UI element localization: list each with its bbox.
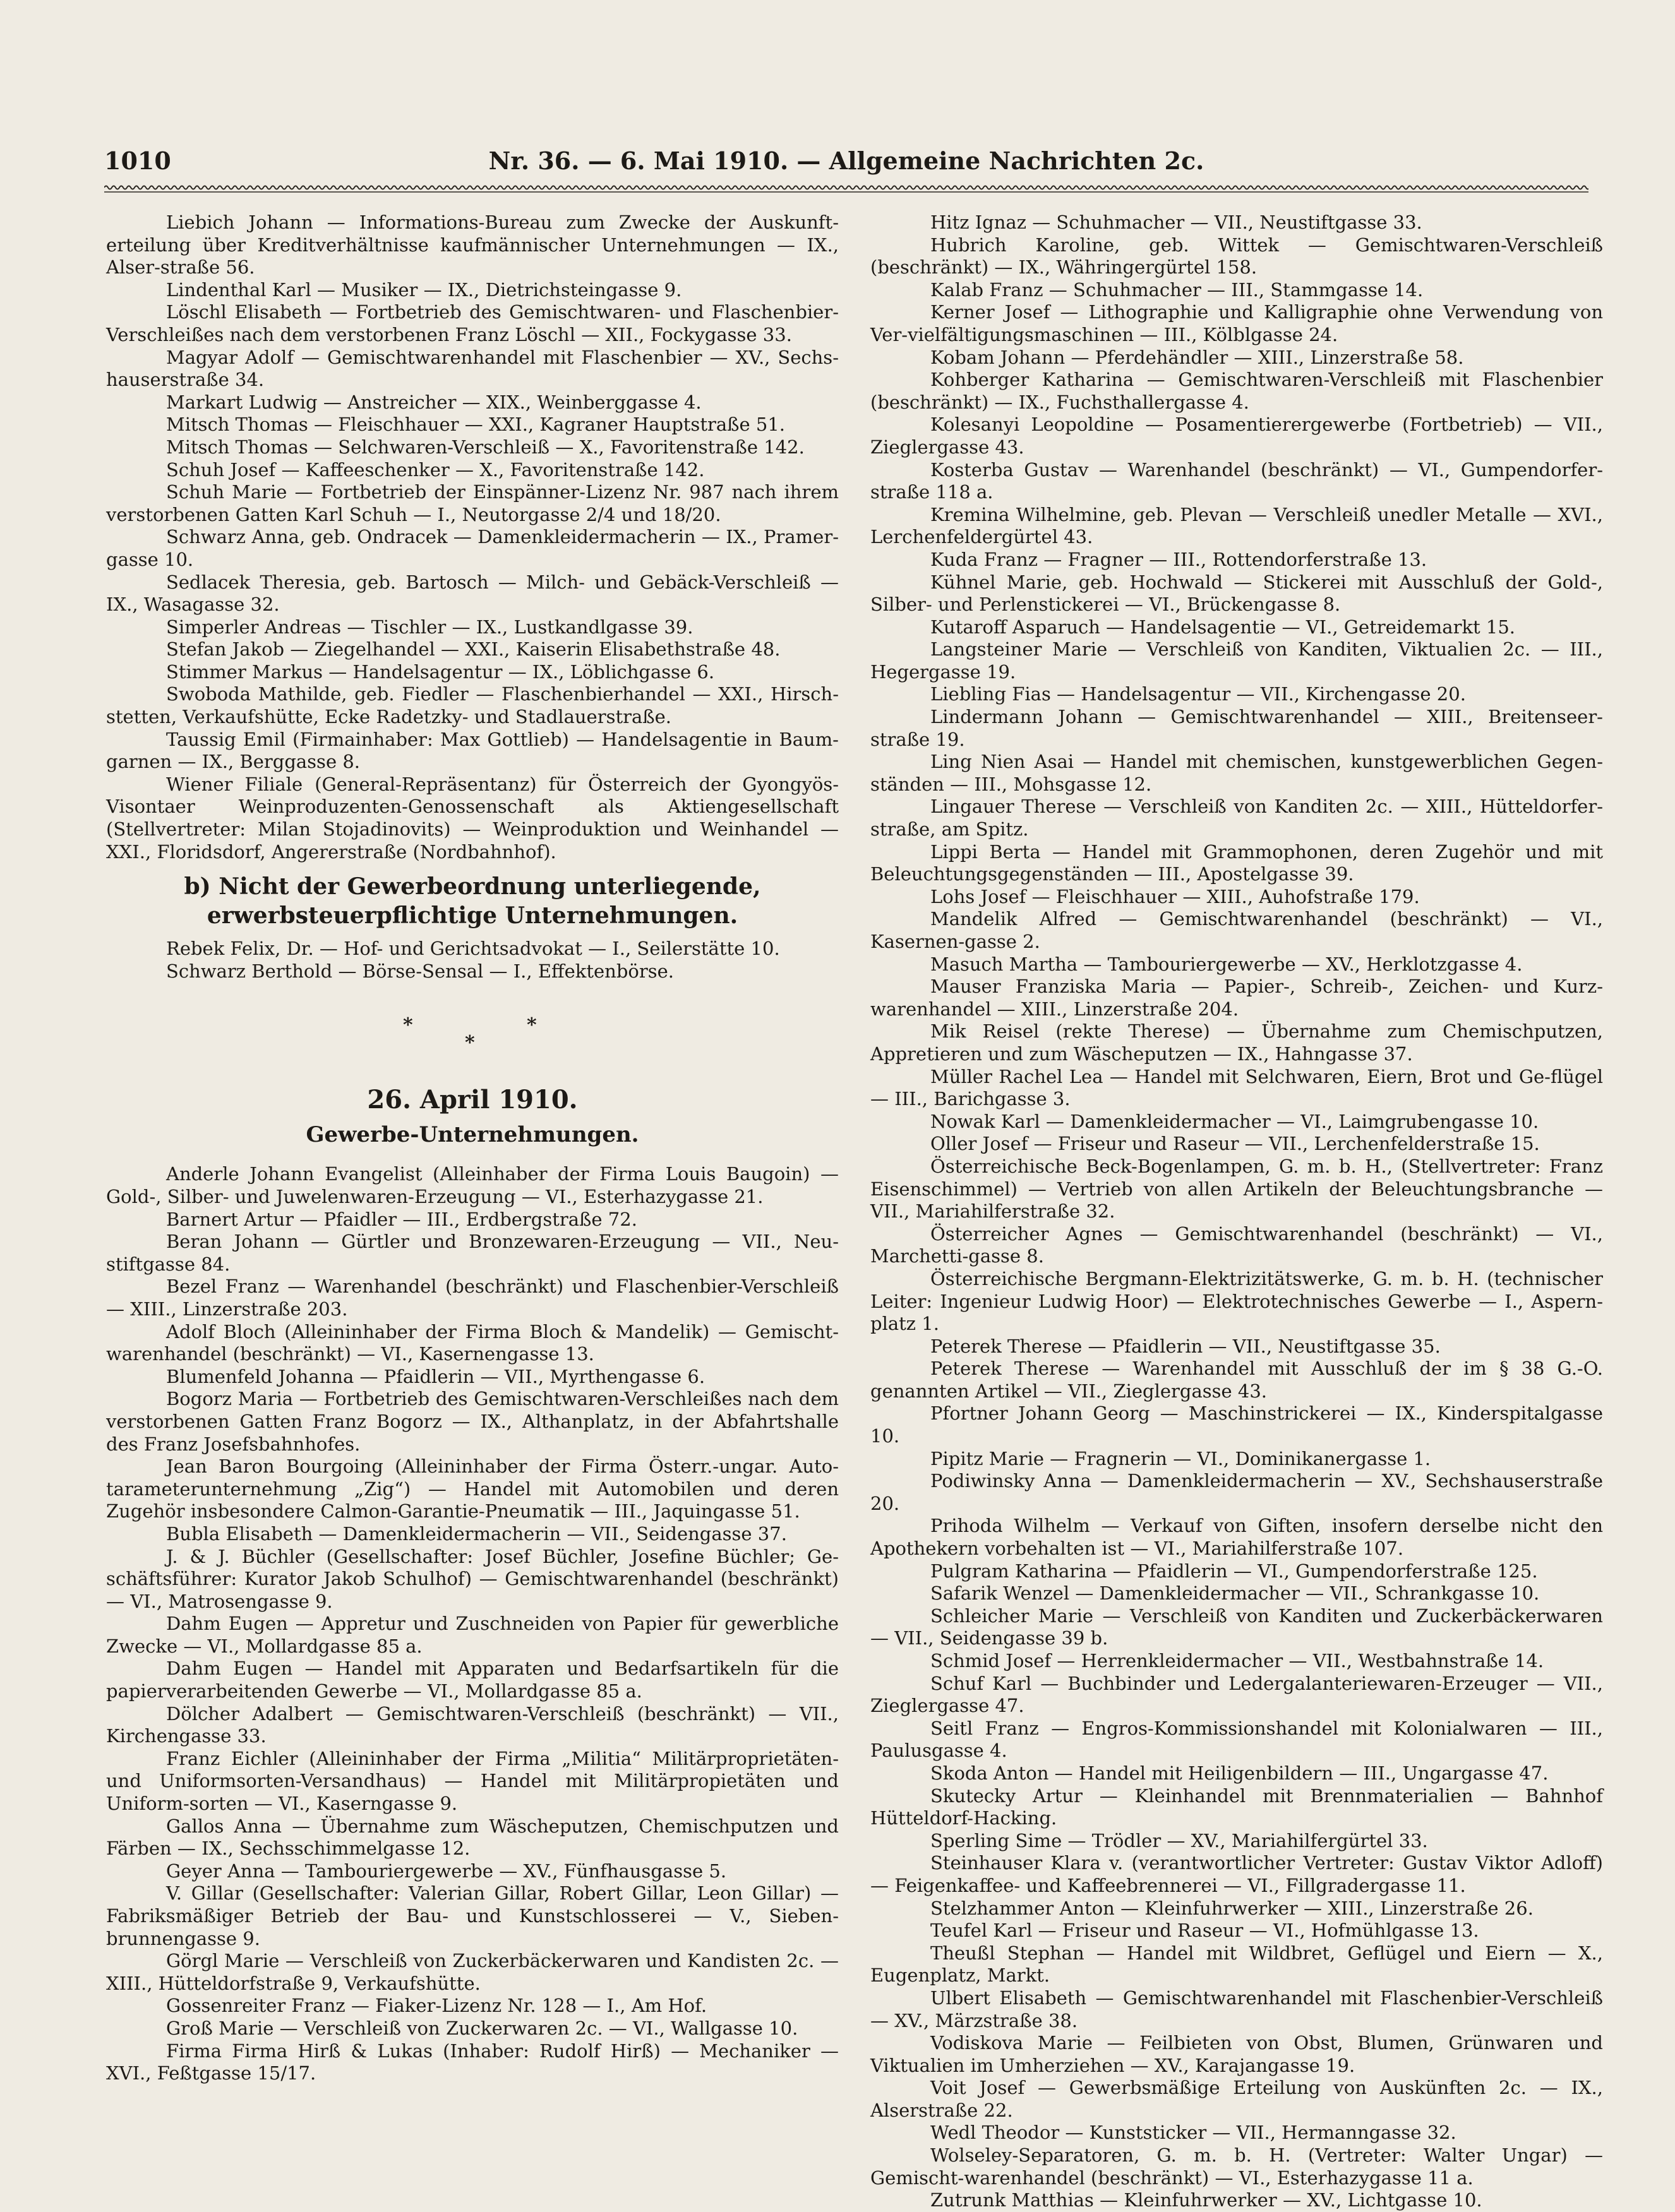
register-entry: Dahm Eugen — Appretur und Zuschneiden von Papier für gewerbliche Zwecke — VI., Mollardgasse 85 a. bbox=[106, 1613, 839, 1657]
register-entry: Teufel Karl — Friseur und Raseur — VI., Hofmühlgasse 13. bbox=[930, 1920, 1479, 1942]
register-entry: Safarik Wenzel — Damenkleidermacher — VII., Schrankgasse 10. bbox=[930, 1582, 1540, 1605]
register-entry: Lingauer Therese — Verschleiß von Kanditen 2c. — XIII., Hütteldorfer-straße, am Spitz. bbox=[870, 796, 1603, 840]
register-entry: Mauser Franziska Maria — Papier-, Schreib-, Zeichen- und Kurz-warenhandel — XIII., Linzerstraße 204. bbox=[870, 976, 1603, 1020]
register-entry: Dahm Eugen — Handel mit Apparaten und Bedarfsartikeln für die papierverarbeitenden Gewerbe — VI., Mollardgasse 85 a. bbox=[106, 1658, 839, 1702]
section-divider-stars bbox=[106, 1014, 839, 1058]
register-entry: Schwarz Anna, geb. Ondracek — Damenkleidermacherin — IX., Pramer-gasse 10. bbox=[106, 526, 839, 570]
register-entry: Vodiskova Marie — Feilbieten von Obst, Blumen, Grünwaren und Viktualien im Umherziehen — XV., Karajangasse 19. bbox=[870, 2032, 1603, 2076]
register-entry: Hitz Ignaz — Schuhmacher — VII., Neustiftgasse 33. bbox=[930, 212, 1422, 233]
register-entry: Rebek Felix, Dr. — Hof- und Gerichtsadvokat — I., Seilerstätte 10. bbox=[166, 938, 780, 960]
register-entry: Pulgram Katharina — Pfaidlerin — VI., Gumpendorferstraße 125. bbox=[930, 1560, 1538, 1582]
register-entry: Lippi Berta — Handel mit Grammophonen, deren Zugehör und mit Beleuchtungsgegenständen — III., Apostelgasse 39. bbox=[870, 840, 1603, 885]
register-entry: Blumenfeld Johanna — Pfaidlerin — VII., Myrthengasse 6. bbox=[166, 1365, 705, 1387]
register-entry: Stimmer Markus — Handelsagentur — IX., Löblichgasse 6. bbox=[166, 661, 715, 683]
register-entry: Firma Firma Hirß & Lukas (Inhaber: Rudolf Hirß) — Mechaniker — XVI., Feßtgasse 15/17. bbox=[106, 2040, 839, 2084]
register-entry: Görgl Marie — Verschleiß von Zuckerbäckerwaren und Kandisten 2c. — XIII., Hütteldorfstraße 9, Verkaufshütte. bbox=[106, 1950, 839, 1994]
register-entry: Oller Josef — Friseur und Raseur — VII., Lerchenfelderstraße 15. bbox=[930, 1133, 1540, 1155]
register-entry: Lindermann Johann — Gemischtwarenhandel — XIII., Breitenseer-straße 19. bbox=[870, 706, 1603, 750]
register-entry: Pipitz Marie — Fragnerin — VI., Dominikanergasse 1. bbox=[930, 1447, 1431, 1469]
register-entry: Gallos Anna — Übernahme zum Wäscheputzen, Chemischputzen und Färben — IX., Sechsschimmelgasse 12. bbox=[106, 1815, 839, 1860]
register-entry: Schuf Karl — Buchbinder und Ledergalanteriewaren-Erzeuger — VII., Zieglergasse 47. bbox=[870, 1672, 1603, 1717]
register-entry: Pfortner Johann Georg — Maschinstrickerei — IX., Kinderspitalgasse 10. bbox=[870, 1402, 1603, 1447]
register-entry: Markart Ludwig — Anstreicher — XIX., Weinberggasse 4. bbox=[166, 391, 702, 413]
sub-heading: Gewerbe-Unternehmungen. bbox=[306, 1122, 639, 1148]
register-entry: Ulbert Elisabeth — Gemischtwarenhandel mit Flaschenbier-Verschleiß — XV., Märzstraße 38. bbox=[870, 1987, 1603, 2031]
register-entry: Ling Nien Asai — Handel mit chemischen, kunstgewerblichen Gegen-ständen — III., Mohsgasse 12. bbox=[870, 751, 1603, 795]
page-number: 1010 bbox=[104, 146, 171, 175]
header-wavy-rule bbox=[104, 184, 1588, 193]
star-divider: * bbox=[527, 1014, 537, 1037]
register-entry: Groß Marie — Verschleiß von Zuckerwaren 2c. — VI., Wallgasse 10. bbox=[166, 2017, 798, 2039]
register-entry: Skutecky Artur — Kleinhandel mit Brennmaterialien — Bahnhof Hütteldorf-Hacking. bbox=[870, 1785, 1603, 1829]
register-entry: Podiwinsky Anna — Damenkleidermacherin — XV., Sechshauserstraße 20. bbox=[870, 1470, 1603, 1514]
register-entry: Löschl Elisabeth — Fortbetrieb des Gemischtwaren- und Flaschenbier-Verschleißes nach dem verstorbenen Franz Löschl — XII., Fockygasse 33. bbox=[106, 301, 839, 345]
entry-list-c bbox=[106, 1163, 839, 2084]
register-entry: Hubrich Karoline, geb. Wittek — Gemischtwaren-Verschleiß (beschränkt) — IX., Währingergürtel 158. bbox=[870, 234, 1603, 278]
register-entry: Liebling Fias — Handelsagentur — VII., Kirchengasse 20. bbox=[930, 683, 1466, 705]
register-entry: Schuh Marie — Fortbetrieb der Einspänner-Lizenz Nr. 987 nach ihrem verstorbenen Gatten Karl Schuh — I., Neutorgasse 2/4 und 18/20. bbox=[106, 481, 839, 525]
register-entry: Kuda Franz — Fragner — III., Rottendorferstraße 13. bbox=[930, 548, 1427, 570]
register-entry: Peterek Therese — Warenhandel mit Ausschluß der im § 38 G.-O. genannten Artikel — VII., Zieglergasse 43. bbox=[870, 1358, 1603, 1402]
register-entry: Schuh Josef — Kaffeeschenker — X., Favoritenstraße 142. bbox=[166, 458, 705, 481]
star-divider: * bbox=[403, 1014, 413, 1037]
left-column bbox=[106, 212, 839, 2085]
register-entry: Kutaroff Asparuch — Handelsagentie — VI., Getreidemarkt 15. bbox=[930, 616, 1516, 638]
register-entry: Kohberger Katharina — Gemischtwaren-Verschleiß mit Flaschenbier (beschränkt) — IX., Fuchsthallergasse 4. bbox=[870, 369, 1603, 413]
page-header bbox=[104, 146, 1588, 184]
register-entry: Österreicher Agnes — Gemischtwarenhandel (beschränkt) — VI., Marchetti-gasse 8. bbox=[870, 1223, 1603, 1267]
register-entry: Österreichische Bergmann-Elektrizitätswerke, G. m. b. H. (technischer Leiter: Ingenieur Ludwig Hoor) — Elektrotechnisches Gewerbe — I., Aspern-platz 1. bbox=[870, 1267, 1603, 1335]
register-entry: Bubla Elisabeth — Damenkleidermacherin — VII., Seidengasse 37. bbox=[166, 1522, 787, 1545]
register-entry: V. Gillar (Gesellschafter: Valerian Gillar, Robert Gillar, Leon Gillar) — Fabriksmäßiger Betrieb der Bau- und Kunstschlosserei — V., Sieben-brunnengasse 9. bbox=[106, 1882, 839, 1949]
register-entry: Kolesanyi Leopoldine — Posamentierergewerbe (Fortbetrieb) — VII., Zieglergasse 43. bbox=[870, 414, 1603, 458]
register-entry: Geyer Anna — Tambouriergewerbe — XV., Fünfhausgasse 5. bbox=[166, 1860, 727, 1882]
register-entry: Schwarz Berthold — Börse-Sensal — I., Effektenbörse. bbox=[166, 960, 674, 982]
register-entry: Theußl Stephan — Handel mit Wildbret, Geflügel und Eiern — X., Eugenplatz, Markt. bbox=[870, 1942, 1603, 1987]
section-b-heading: b) Nicht der Gewerbeordnung unterliegende, erwerbsteuerpflichtige Unternehmungen. bbox=[184, 873, 761, 930]
register-entry: Wiener Filiale (General-Repräsentanz) für Österreich der Gyongyös-Visontaer Weinproduzenten-Genossenschaft als Aktiengesellschaft (Stellvertreter: Milan Stojadinovits) — Weinproduktion und Weinhandel — XXI., Floridsdorf, Angererstraße (Nordbahnhof). bbox=[106, 773, 839, 863]
register-entry: Schmid Josef — Herrenkleidermacher — VII., Westbahnstraße 14. bbox=[930, 1650, 1544, 1671]
register-entry: Lohs Josef — Fleischhauer — XIII., Auhofstraße 179. bbox=[930, 885, 1420, 907]
register-entry: Stelzhammer Anton — Kleinfuhrwerker — XIII., Linzerstraße 26. bbox=[930, 1897, 1534, 1919]
register-entry: Skoda Anton — Handel mit Heiligenbildern — III., Ungargasse 47. bbox=[930, 1762, 1549, 1784]
register-entry: Beran Johann — Gürtler und Bronzewaren-Erzeugung — VII., Neu-stiftgasse 84. bbox=[106, 1231, 839, 1275]
register-entry: Kerner Josef — Lithographie und Kalligraphie ohne Verwendung von Ver-vielfältigungsmaschinen — III., Kölblgasse 24. bbox=[870, 301, 1603, 345]
register-entry: Masuch Martha — Tambouriergewerbe — XV., Herklotzgasse 4. bbox=[930, 953, 1523, 975]
register-entry: Mitsch Thomas — Fleischhauer — XXI., Kagraner Hauptstraße 51. bbox=[166, 414, 785, 436]
register-entry: Langsteiner Marie — Verschleiß von Kanditen, Viktualien 2c. — III., Hegergasse 19. bbox=[870, 638, 1603, 683]
register-entry: Prihoda Wilhelm — Verkauf von Giften, insofern derselbe nicht den Apothekern vorbehalten ist — VI., Mariahilferstraße 107. bbox=[870, 1515, 1603, 1560]
register-entry: Anderle Johann Evangelist (Alleinhaber der Firma Louis Baugoin) — Gold-, Silber- und Juwelenwaren-Erzeugung — VI., Esterhazygasse 21. bbox=[106, 1163, 839, 1207]
page-title: Nr. 36. — 6. Mai 1910. — Allgemeine Nachrichten 2c. bbox=[488, 146, 1204, 175]
register-entry: Bezel Franz — Warenhandel (beschränkt) und Flaschenbier-Verschleiß — XIII., Linzerstraße 203. bbox=[106, 1276, 839, 1320]
register-entry: Peterek Therese — Pfaidlerin — VII., Neustiftgasse 35. bbox=[930, 1335, 1441, 1357]
register-entry: Kalab Franz — Schuhmacher — III., Stammgasse 14. bbox=[930, 278, 1424, 301]
register-entry: Magyar Adolf — Gemischtwarenhandel mit Flaschenbier — XV., Sechs-hauserstraße 34. bbox=[106, 346, 839, 391]
register-entry: Dölcher Adalbert — Gemischtwaren-Verschleiß (beschränkt) — VII., Kirchengasse 33. bbox=[106, 1702, 839, 1747]
register-entry: Kobam Johann — Pferdehändler — XIII., Linzerstraße 58. bbox=[930, 346, 1464, 368]
register-entry: Nowak Karl — Damenkleidermacher — VI., Laimgrubengasse 10. bbox=[930, 1110, 1539, 1132]
star-divider: * bbox=[465, 1032, 475, 1055]
date-heading: 26. April 1910. bbox=[367, 1085, 578, 1115]
register-entry: Lindenthal Karl — Musiker — IX., Dietrichsteingasse 9. bbox=[166, 278, 682, 301]
register-entry: Gossenreiter Franz — Fiaker-Lizenz Nr. 128 — I., Am Hof. bbox=[166, 1995, 707, 2017]
register-entry: Wedl Theodor — Kunststicker — VII., Hermanngasse 32. bbox=[930, 2122, 1456, 2144]
register-entry: Simperler Andreas — Tischler — IX., Lustkandlgasse 39. bbox=[166, 616, 693, 638]
entry-list-right bbox=[870, 212, 1603, 2212]
register-entry: Swoboda Mathilde, geb. Fiedler — Flaschenbierhandel — XXI., Hirsch-stetten, Verkaufshütte, Ecke Radetzky- und Stadlauerstraße. bbox=[106, 683, 839, 728]
register-entry: Müller Rachel Lea — Handel mit Selchwaren, Eiern, Brot und Ge-flügel — III., Barichgasse 3. bbox=[870, 1065, 1603, 1110]
register-entry: Adolf Bloch (Alleininhaber der Firma Bloch & Mandelik) — Gemischt-warenhandel (beschränkt) — VI., Kasernengasse 13. bbox=[106, 1320, 839, 1365]
register-entry: Liebich Johann — Informations-Bureau zum Zwecke der Auskunft-erteilung über Kreditverhältnisse kaufmännischer Unternehmungen — IX., Alser-straße 56. bbox=[106, 212, 839, 278]
register-entry: Sedlacek Theresia, geb. Bartosch — Milch- und Gebäck-Verschleiß — IX., Wasagasse 32. bbox=[106, 571, 839, 616]
register-entry: Voit Josef — Gewerbsmäßige Erteilung von Auskünften 2c. — IX., Alserstraße 22. bbox=[870, 2077, 1603, 2121]
register-entry: Österreichische Beck-Bogenlampen, G. m. b. H., (Stellvertreter: Franz Eisenschimmel) — Vertrieb von allen Artikeln der Beleuchtungsbranche — VII., Mariahilferstraße 32. bbox=[870, 1155, 1603, 1223]
register-entry: Mitsch Thomas — Selchwaren-Verschleiß — X., Favoritenstraße 142. bbox=[166, 436, 805, 458]
register-entry: Barnert Artur — Pfaidler — III., Erdbergstraße 72. bbox=[166, 1208, 637, 1230]
entry-list-b bbox=[106, 938, 839, 983]
register-entry: Kühnel Marie, geb. Hochwald — Stickerei mit Ausschluß der Gold-, Silber- und Perlenstickerei — VI., Brückengasse 8. bbox=[870, 571, 1603, 616]
register-entry: Zutrunk Matthias — Kleinfuhrwerker — XV., Lichtgasse 10. bbox=[930, 2189, 1482, 2211]
register-entry: Jean Baron Bourgoing (Alleininhaber der Firma Österr.-ungar. Auto-tarameterunternehmung „Zig“) — Handel mit Automobilen und deren Zugehör insbesondere Calmon-Garantie-Pneumatik — III., Jaquingasse 51. bbox=[106, 1456, 839, 1522]
register-entry: Seitl Franz — Engros-Kommissionshandel mit Kolonialwaren — III., Paulusgasse 4. bbox=[870, 1717, 1603, 1762]
register-entry: Stefan Jakob — Ziegelhandel — XXI., Kaiserin Elisabethstraße 48. bbox=[166, 638, 781, 661]
register-entry: Steinhauser Klara v. (verantwortlicher Vertreter: Gustav Viktor Adloff) — Feigenkaffee- und Kaffeebrennerei — VI., Fillgradergasse 11. bbox=[870, 1852, 1603, 1896]
register-entry: Franz Eichler (Alleininhaber der Firma „Militia“ Militärproprietäten- und Uniformsorten-Versandhaus) — Handel mit Militärpropietäten und Uniform-sorten — VI., Kaserngasse 9. bbox=[106, 1747, 839, 1815]
register-entry: Schleicher Marie — Verschleiß von Kanditen und Zuckerbäckerwaren — VII., Seidengasse 39 b. bbox=[870, 1605, 1603, 1649]
register-entry: J. & J. Büchler (Gesellschafter: Josef Büchler, Josefine Büchler; Ge-schäftsführer: Kurator Jakob Schulhof) — Gemischtwarenhandel (beschränkt) — VI., Matrosengasse 9. bbox=[106, 1545, 839, 1612]
register-entry: Kosterba Gustav — Warenhandel (beschränkt) — VI., Gumpendorfer-straße 118 a. bbox=[870, 458, 1603, 503]
register-entry: Mik Reisel (rekte Therese) — Übernahme zum Chemischputzen, Appretieren und zum Wäscheputzen — IX., Hahngasse 37. bbox=[870, 1020, 1603, 1065]
register-entry: Taussig Emil (Firmainhaber: Max Gottlieb) — Handelsagentie in Baum-garnen — IX., Berggasse 8. bbox=[106, 728, 839, 773]
register-entry: Bogorz Maria — Fortbetrieb des Gemischtwaren-Verschleißes nach dem verstorbenen Gatten Franz Bogorz — IX., Althanplatz, in der Abfahrtshalle des Franz Josefsbahnhofes. bbox=[106, 1388, 839, 1455]
register-entry: Mandelik Alfred — Gemischtwarenhandel (beschränkt) — VI., Kasernen-gasse 2. bbox=[870, 908, 1603, 952]
register-entry: Sperling Sime — Trödler — XV., Mariahilfergürtel 33. bbox=[930, 1829, 1428, 1851]
right-column bbox=[870, 212, 1603, 2212]
entry-list-a bbox=[106, 212, 839, 863]
register-entry: Wolseley-Separatoren, G. m. b. H. (Vertreter: Walter Ungar) — Gemischt-warenhandel (beschränkt) — VI., Esterhazygasse 11 a. bbox=[870, 2144, 1603, 2189]
register-entry: Kremina Wilhelmine, geb. Plevan — Verschleiß unedler Metalle — XVI., Lerchenfeldergürtel 43. bbox=[870, 503, 1603, 548]
